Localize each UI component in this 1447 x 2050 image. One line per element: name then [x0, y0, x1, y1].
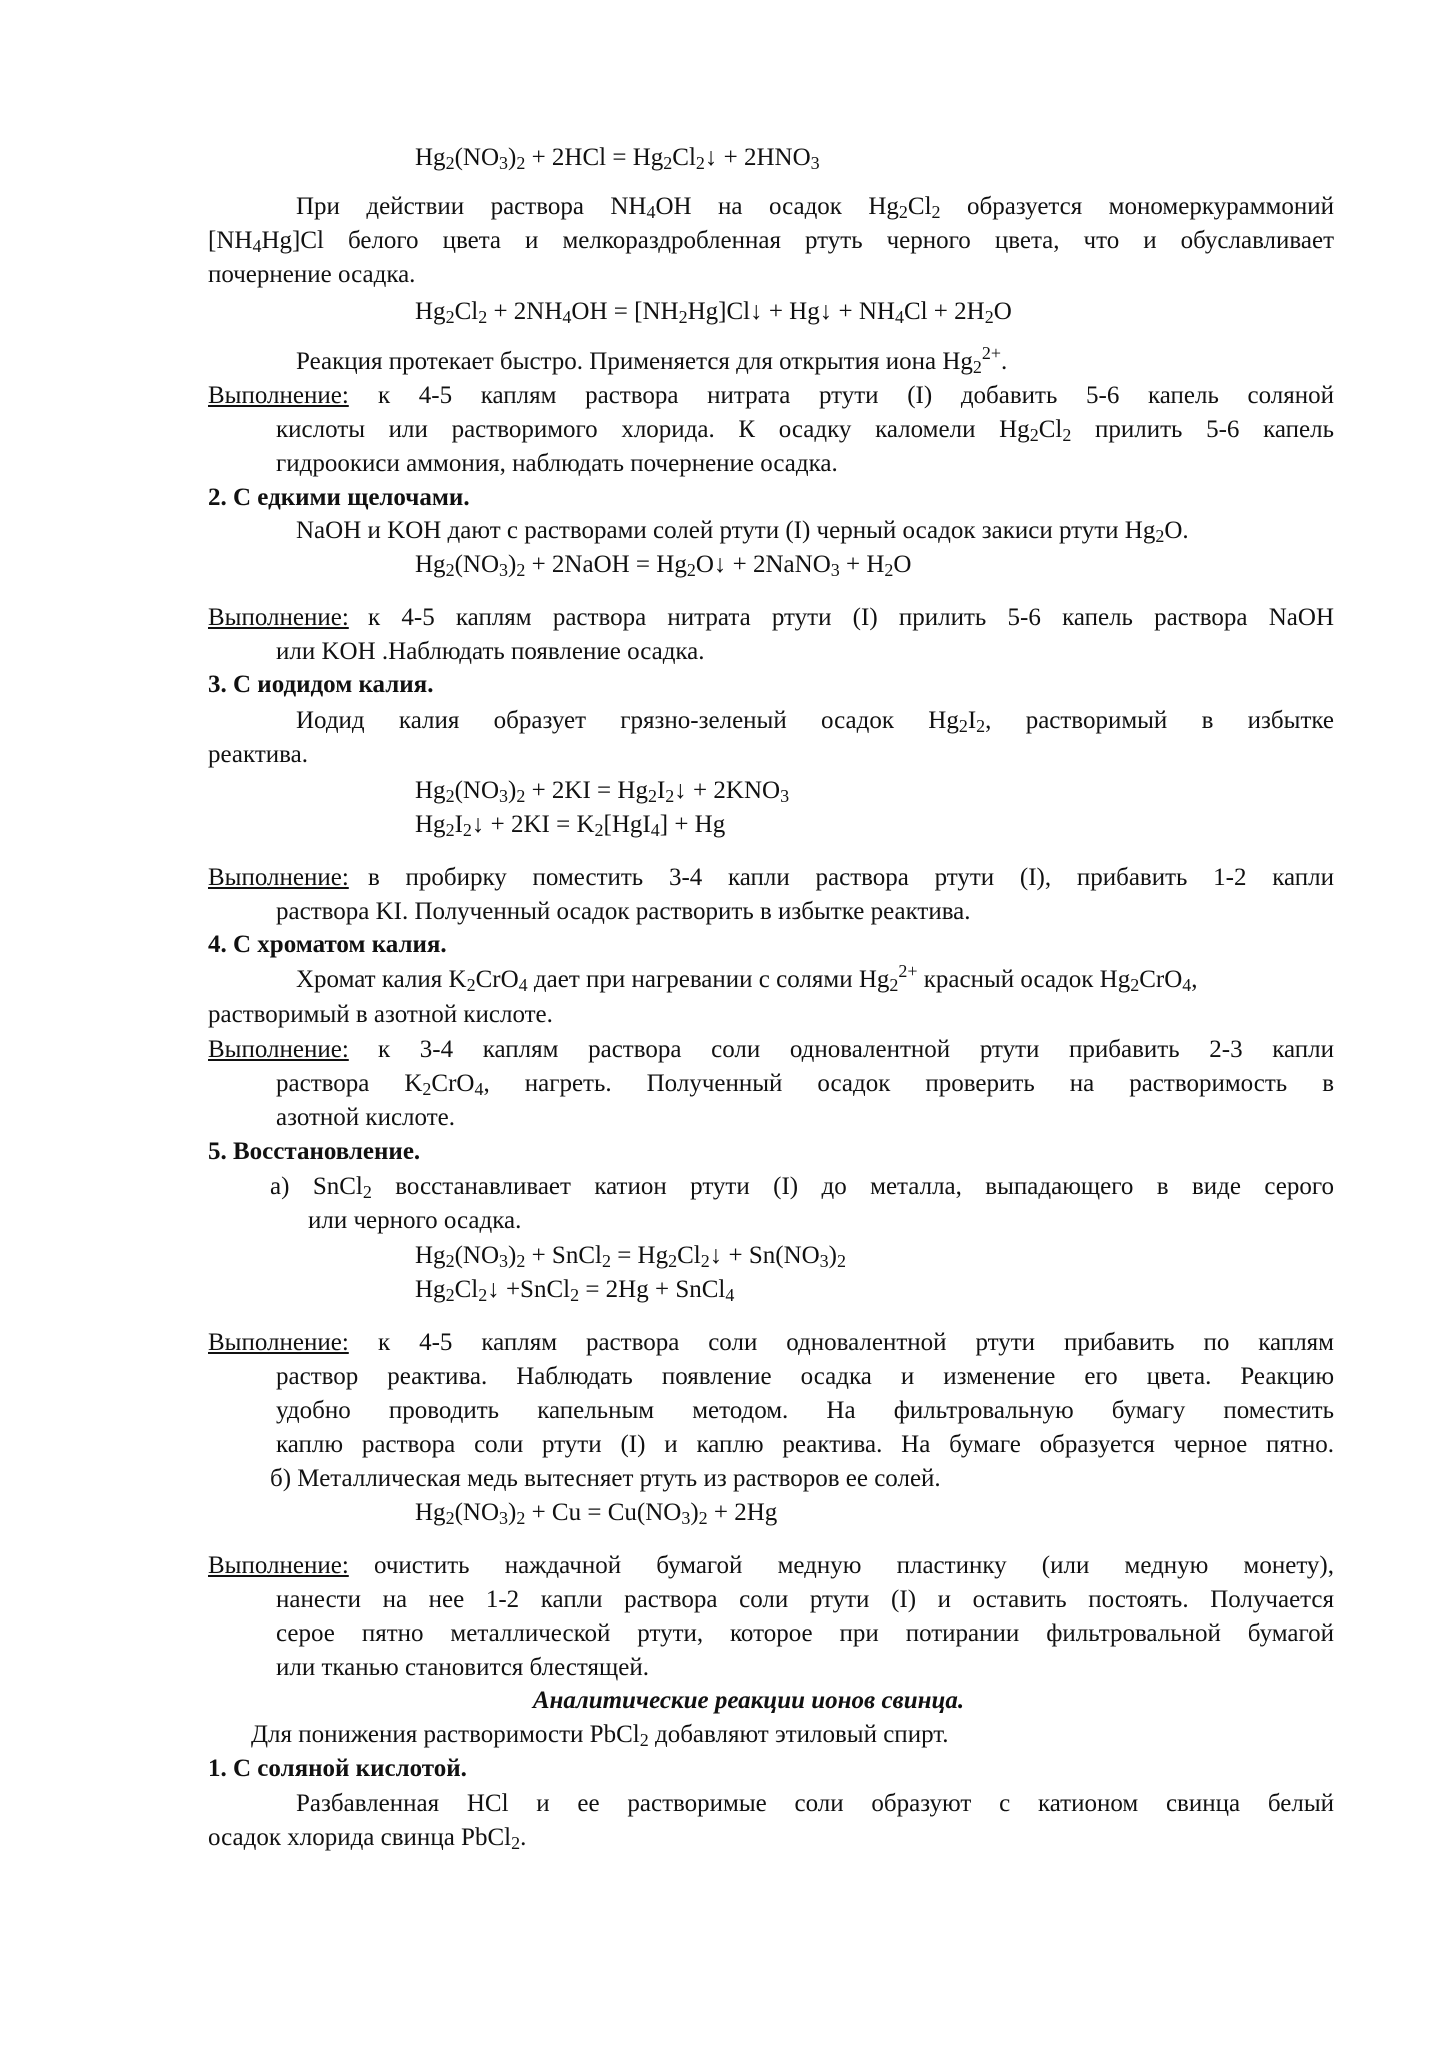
paragraph-line: реактива. — [208, 741, 308, 768]
paragraph-line: NaOH и KOH дают с растворами солей ртути (I) черный осадок закиси ртути $Hg_2O$. — [296, 517, 1189, 546]
procedure-label: Выполнение: — [208, 1036, 349, 1063]
paragraph-line: или черного осадка. — [308, 1207, 522, 1234]
equation-hg2i2-ki: $Hg_2I_2↓ + 2KI = K_2[HgI_4] + Hg$ — [415, 811, 726, 840]
procedure-line: очистить наждачной бумагой медную пластинку (или медную монету), — [374, 1552, 1334, 1579]
paragraph-line: осадок хлорида свинца PbCl$_2$. — [208, 1824, 527, 1853]
paragraph-line: При действии раствора $NH_4OH$ на осадок $Hg_2Cl_2$ образуется мономеркураммоний — [296, 193, 1334, 222]
paragraph-line: Хромат калия $K_2CrO_4$ дает при нагревании с солями $Hg_2^{2+}$ красный осадок $Hg_2CrO_4$, — [296, 961, 1198, 995]
equation-hg-sncl2: $Hg_2(NO_3)_2$ + SnCl$_2$ = $Hg_2Cl_2↓ + Sn(NO_3)_2$ — [415, 1242, 846, 1271]
paragraph-line: Для понижения растворимости PbCl$_2$ добавляют этиловый спирт. — [251, 1721, 949, 1750]
procedure-line: к 3-4 каплям раствора соли одновалентной ртути прибавить 2-3 капли — [378, 1036, 1334, 1063]
section-heading: 2. С едкими щелочами. — [208, 484, 470, 511]
equation-hg2cl2-nh4oh: $Hg_2Cl_2 + 2NH_4OH$ = $[NH_2Hg]Cl↓$ + Hg↓ + $NH_4Cl + 2H_2O$ — [415, 298, 1012, 327]
equation-hg2cl2-sncl2: $Hg_2Cl_2↓$ +SnCl$_2$ = 2Hg + SnCl$_4$ — [415, 1276, 735, 1305]
paragraph-line: растворимый в азотной кислоте. — [208, 1001, 553, 1028]
paragraph-line: Иодид калия образует грязно-зеленый осадок $Hg_2I_2$, растворимый в избытке — [296, 707, 1334, 736]
equation-hg-cu: $Hg_2(NO_3)_2 + Cu = Cu(NO_3)_2 + 2Hg$ — [415, 1499, 778, 1528]
section-heading: 4. С хроматом калия. — [208, 931, 447, 958]
procedure-line: раствор реактива. Наблюдать появление осадка и изменение его цвета. Реакцию — [276, 1363, 1334, 1390]
paragraph-line: Реакция протекает быстро. Применяется для открытия иона $Hg_2^{2+}$. — [296, 343, 1008, 377]
section-heading: 1. С соляной кислотой. — [208, 1755, 467, 1782]
procedure-label: Выполнение: — [208, 1552, 349, 1579]
procedure-line: или тканью становится блестящей. — [276, 1654, 649, 1681]
section-heading: 5. Восстановление. — [208, 1138, 421, 1165]
procedure-label: Выполнение: — [208, 604, 349, 631]
procedure-line: в пробирку поместить 3-4 капли раствора ртути (I), прибавить 1-2 капли — [368, 864, 1334, 891]
procedure-line: или KOH .Наблюдать появление осадка. — [276, 638, 705, 665]
procedure-label: Выполнение: — [208, 864, 349, 891]
procedure-line: к 4-5 каплям раствора нитрата ртути (I) добавить 5-6 капель соляной — [378, 382, 1334, 409]
procedure-line: раствора KI. Полученный осадок растворить в избытке реактива. — [276, 898, 971, 925]
paragraph-line: а) SnCl$_2$ восстанавливает катион ртути (I) до металла, выпадающего в виде серого — [270, 1173, 1334, 1202]
procedure-line: удобно проводить капельным методом. На фильтровальную бумагу поместить — [276, 1397, 1334, 1424]
procedure-label: Выполнение: — [208, 1329, 349, 1356]
procedure-line: кислоты или растворимого хлорида. К осадку каломели $Hg_2Cl_2$ прилить 5-6 капель — [276, 416, 1334, 445]
procedure-line: нанести на нее 1-2 капли раствора соли ртути (I) и оставить постоять. Получается — [276, 1586, 1334, 1613]
procedure-line: гидроокиси аммония, наблюдать почернение осадка. — [276, 450, 838, 477]
equation-hg-ki: $Hg_2(NO_3)_2 + 2KI$ = $Hg_2I_2↓ + 2KNO_3$ — [415, 777, 790, 806]
procedure-line: каплю раствора соли ртути (I) и каплю реактива. На бумаге образуется черное пятно. — [276, 1431, 1334, 1458]
procedure-line: к 4-5 каплям раствора нитрата ртути (I) прилить 5-6 капель раствора NaOH — [368, 604, 1334, 631]
section-heading: 3. С иодидом калия. — [208, 671, 434, 698]
procedure-line: азотной кислоте. — [276, 1104, 455, 1131]
procedure-line: к 4-5 каплям раствора соли одновалентной ртути прибавить по каплям — [378, 1329, 1334, 1356]
paragraph-line: Разбавленная HCl и ее растворимые соли образуют с катионом свинца белый — [296, 1790, 1334, 1817]
procedure-line: серое пятно металлической ртути, которое при потирании фильтровальной бумагой — [276, 1620, 1334, 1647]
paragraph-line: $[NH_4Hg]Cl$ белого цвета и мелкораздробленная ртуть черного цвета, что и обуславливает — [208, 227, 1334, 256]
procedure-line: раствора $K_2CrO_4$, нагреть. Полученный осадок проверить на растворимость в — [276, 1070, 1334, 1099]
equation-hg-hcl: $Hg_2(NO_3)_2 + 2HCl$ = $Hg_2Cl_2↓ + 2HNO_3$ — [415, 144, 820, 173]
lead-section-title: Аналитические реакции ионов свинца. — [532, 1687, 965, 1714]
procedure-label: Выполнение: — [208, 382, 349, 409]
paragraph-line: б) Металлическая медь вытесняет ртуть из растворов ее солей. — [270, 1465, 941, 1492]
equation-hg-naoh: $Hg_2(NO_3)_2$ + 2NaOH = $Hg_2O↓$ + 2NaNO$_3$ + $H_2O$ — [415, 551, 912, 580]
paragraph-line: почернение осадка. — [208, 261, 416, 288]
